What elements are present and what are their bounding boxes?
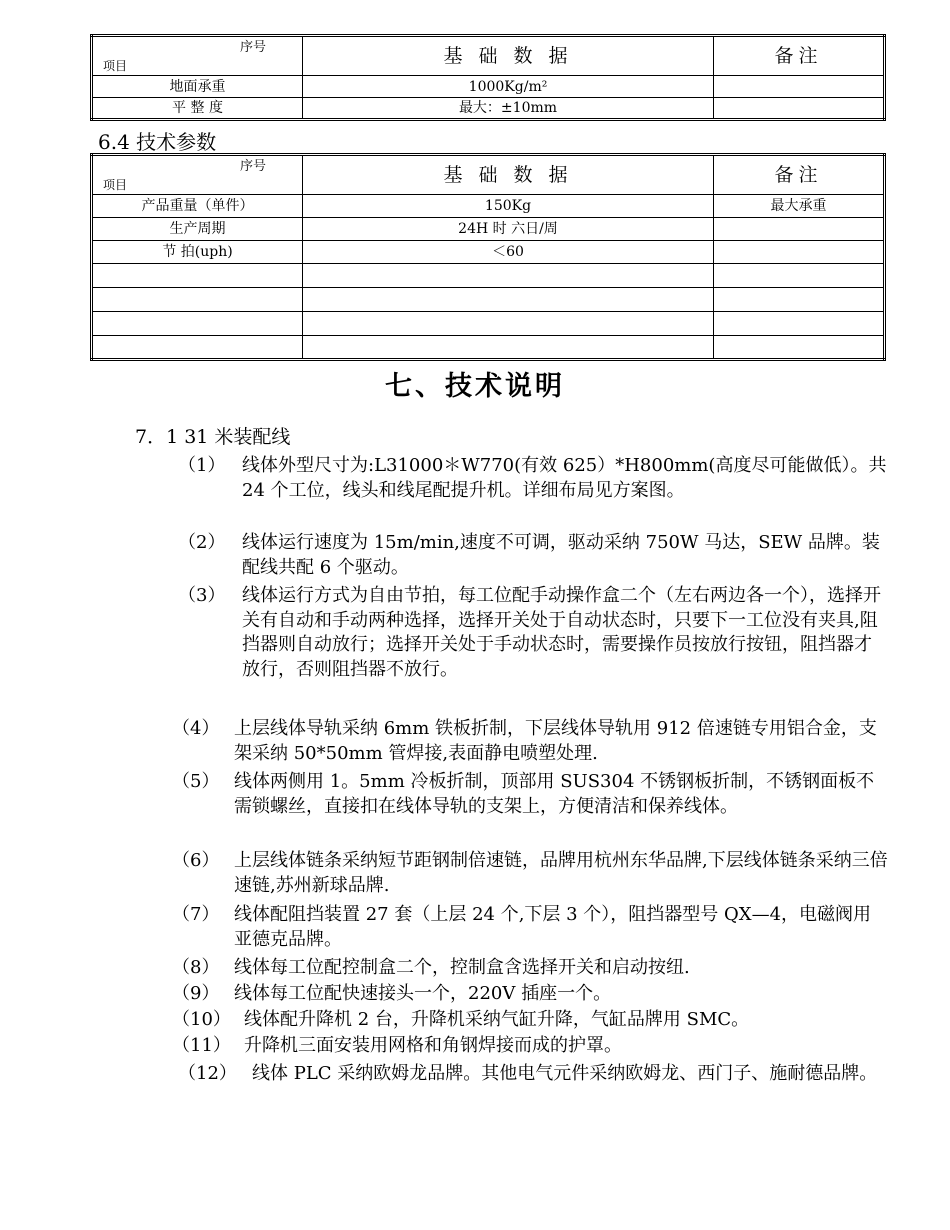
list-item xyxy=(178,584,888,682)
foundation-table xyxy=(90,34,886,121)
item-number: （3） xyxy=(178,585,226,606)
table-header-row xyxy=(92,36,885,76)
list-item xyxy=(172,982,888,1007)
list-item xyxy=(172,1008,888,1033)
row-note xyxy=(714,218,885,241)
row-data xyxy=(303,336,714,360)
row-note xyxy=(714,288,885,312)
row-note xyxy=(714,241,885,264)
item-number: （4） xyxy=(172,718,220,739)
subsection-title: 7．1 31 米装配线 xyxy=(135,426,291,448)
row-item xyxy=(92,288,303,312)
item-text: 升降机三面安装用网格和角钢焊接而成的护罩。 xyxy=(244,1035,622,1056)
row-data: 150Kg xyxy=(303,195,714,218)
row-item xyxy=(92,336,303,360)
table-row xyxy=(92,336,885,360)
table-row xyxy=(92,76,885,98)
row-note xyxy=(714,98,885,120)
list-item xyxy=(172,770,888,819)
item-number: （9） xyxy=(172,983,220,1004)
item-text: 线体 PLC 采纳欧姆龙品牌。其他电气元件采纳欧姆龙、西门子、施耐德品牌。 xyxy=(252,1063,878,1084)
item-text: 线体每工位配控制盒二个，控制盒含选择开关和启动按纽. xyxy=(234,957,690,978)
list-item xyxy=(172,849,888,898)
list-item xyxy=(178,454,888,503)
item-text: 线体外型尺寸为:L31000＊W770(有效 625）*H800mm(高度尽可能做低）。共 24 个工位，线头和线尾配提升机。详细布局见方案图。 xyxy=(242,455,887,501)
row-note xyxy=(714,76,885,98)
table-row xyxy=(92,195,885,218)
row-data: 最大：±10mm xyxy=(303,98,714,120)
item-number: （10） xyxy=(172,1009,231,1030)
item-number: （8） xyxy=(172,957,220,978)
item-text: 上层线体链条采纳短节距钢制倍速链，品牌用杭州东华品牌,下层线体链条采纳三倍速链,苏州新球品牌. xyxy=(234,850,888,896)
row-note xyxy=(714,264,885,288)
header-data: 基 础 数 据 xyxy=(303,36,714,76)
item-number: （2） xyxy=(178,532,226,553)
row-data: 1000Kg/m² xyxy=(303,76,714,98)
table-row xyxy=(92,312,885,336)
row-note xyxy=(714,336,885,360)
corner-cell xyxy=(92,36,303,76)
header-data: 基 础 数 据 xyxy=(303,155,714,195)
row-item: 生产周期 xyxy=(92,218,303,241)
item-number: （12） xyxy=(178,1063,237,1084)
row-data xyxy=(303,312,714,336)
row-data xyxy=(303,288,714,312)
row-note xyxy=(714,312,885,336)
item-number: （1） xyxy=(178,455,226,476)
corner-cell xyxy=(92,155,303,195)
tech-params-table xyxy=(90,153,886,361)
row-item: 产品重量（单件） xyxy=(92,195,303,218)
row-item xyxy=(92,312,303,336)
corner-top-label: 序号 xyxy=(239,159,266,174)
table-row xyxy=(92,288,885,312)
table-row xyxy=(92,218,885,241)
list-item xyxy=(178,1062,894,1087)
item-text: 线体每工位配快速接头一个，220V 插座一个。 xyxy=(234,983,612,1004)
corner-bottom-label: 项目 xyxy=(103,178,128,192)
item-text: 线体配阻挡装置 27 套（上层 24 个,下层 3 个），阻挡器型号 QX—4，电磁阀用亚德克品牌。 xyxy=(234,904,872,950)
section-heading: 6.4 技术参数 xyxy=(98,130,217,154)
item-text: 线体运行速度为 15m/min,速度不可调，驱动采纳 750W 马达，SEW 品牌。装配线共配 6 个驱动。 xyxy=(242,532,880,578)
item-text: 线体运行方式为自由节拍，每工位配手动操作盒二个（左右两边各一个），选择开关有自动和手动两种选择，选择开关处于自动状态时，只要下一工位没有夹具,阻挡器则自动放行；选择开关处于手动状态时，需要操作员按放行按钮，阻挡器才放行，否则阻挡器不放行。 xyxy=(242,585,881,680)
item-number: （11） xyxy=(172,1035,231,1056)
header-note: 备注 xyxy=(714,36,885,76)
row-note: 最大承重 xyxy=(714,195,885,218)
row-item: 平 整 度 xyxy=(92,98,303,120)
row-data xyxy=(303,264,714,288)
list-item xyxy=(172,717,888,766)
list-item xyxy=(172,903,888,952)
list-item xyxy=(178,531,890,580)
corner-top-label: 序号 xyxy=(239,40,266,55)
item-number: （7） xyxy=(172,904,220,925)
item-text: 上层线体导轨采纳 6mm 铁板折制，下层线体导轨用 912 倍速链专用铝合金，支架采纳 50*50mm 管焊接,表面静电喷塑处理. xyxy=(234,718,877,764)
item-text: 线体配升降机 2 台，升降机采纳气缸升降，气缸品牌用 SMC。 xyxy=(244,1009,750,1030)
table-row xyxy=(92,241,885,264)
corner-bottom-label: 项目 xyxy=(103,59,128,73)
list-item xyxy=(172,956,888,981)
item-number: （5） xyxy=(172,771,220,792)
row-item: 节 拍(uph) xyxy=(92,241,303,264)
list-item xyxy=(172,1034,888,1059)
row-data: 24H 时 六日/周 xyxy=(303,218,714,241)
item-number: （6） xyxy=(172,850,220,871)
table-row xyxy=(92,98,885,120)
table-header-row xyxy=(92,155,885,195)
item-text: 线体两侧用 1。5mm 冷板折制，顶部用 SUS304 不锈钢板折制，不锈钢面板不需锁螺丝，直接扣在线体导轨的支架上，方便清洁和保养线体。 xyxy=(234,771,875,817)
row-item: 地面承重 xyxy=(92,76,303,98)
row-data: ＜60 xyxy=(303,241,714,264)
table-row xyxy=(92,264,885,288)
chapter-title: 七、技术说明 xyxy=(385,371,565,402)
header-note: 备注 xyxy=(714,155,885,195)
row-item xyxy=(92,264,303,288)
